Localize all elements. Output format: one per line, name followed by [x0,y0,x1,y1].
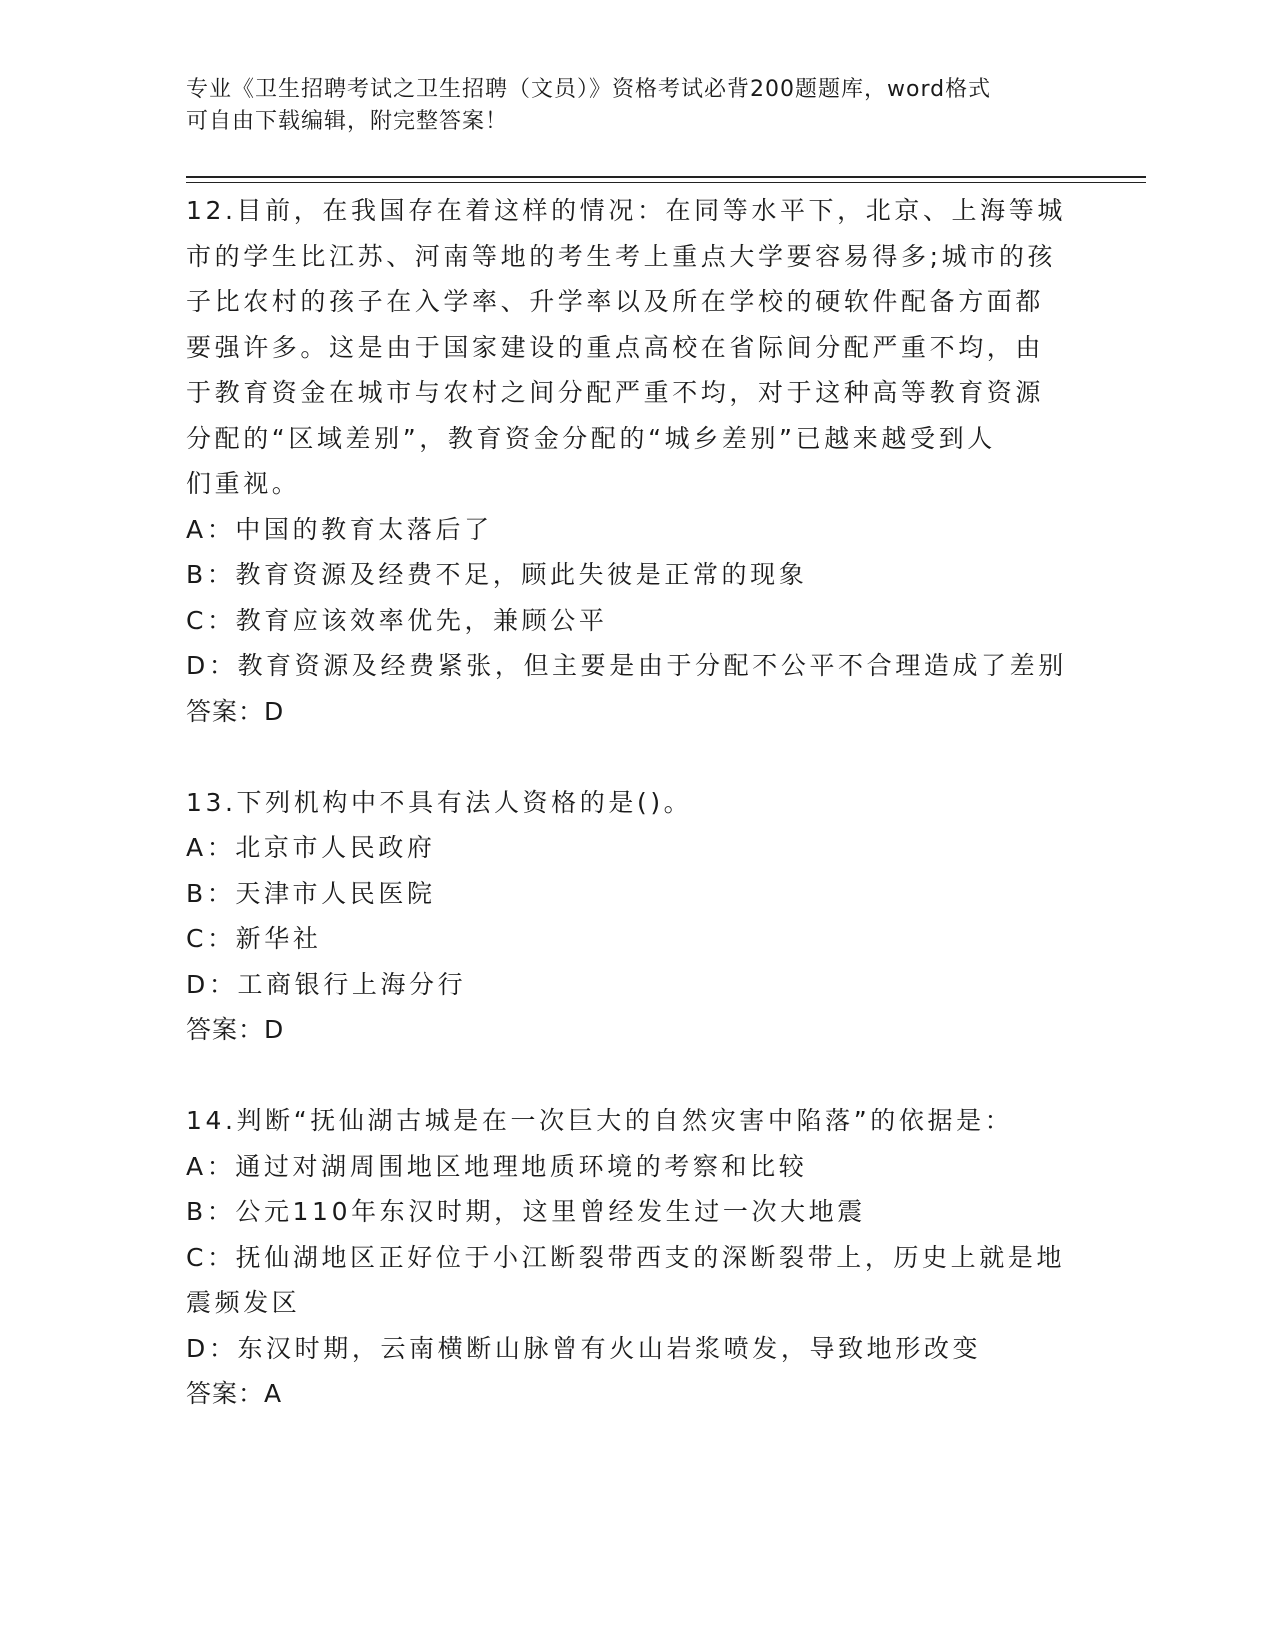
option-d: D：东汉时期，云南横断山脉曾有火山岩浆喷发，导致地形改变 [186,1333,982,1363]
option-a: A：北京市人民政府 [186,833,436,862]
header-divider-thick [186,176,1146,178]
question-text-line: 14.判断“抚仙湖古城是在一次巨大的自然灾害中陷落”的依据是： [186,1106,1014,1135]
option-b: B：教育资源及经费不足，顾此失彼是正常的现象 [186,560,808,589]
option-b: B：公元110年东汉时期，这里曾经发生过一次大地震 [186,1197,866,1226]
option-b: B：天津市人民医院 [186,878,436,908]
question-12 [186,188,1086,734]
option-c-continued: 震频发区 [186,1288,301,1317]
header-divider-thin [186,182,1146,183]
question-text-line: 们重视。 [186,469,301,498]
answer-label: 答案：D [186,696,285,726]
question-text-line: 市的学生比江苏、河南等地的考生考上重点大学要容易得多;城市的孩 [186,241,1057,271]
option-c: C：教育应该效率优先，兼顾公平 [186,605,608,635]
question-text-line: 分配的“区域差别”，教育资金分配的“城乡差别”已越来越受到人 [186,423,996,453]
option-d: D：工商银行上海分行 [186,969,467,999]
question-13 [186,780,1086,1053]
header-line-1: 专业《卫生招聘考试之卫生招聘（文员）》资格考试必背200题题库，word格式 [186,77,992,102]
option-d: D：教育资源及经费紧张，但主要是由于分配不公平不合理造成了差别 [186,651,1067,680]
spacer [186,1053,1086,1099]
answer-label: 答案：A [186,1379,283,1408]
question-14 [186,1098,1086,1417]
question-text-line: 要强许多。这是由于国家建设的重点高校在省际间分配严重不均，由 [186,332,1045,362]
question-text-line: 于教育资金在城市与农村之间分配严重不均，对于这种高等教育资源 [186,378,1045,407]
question-text-line: 子比农村的孩子在入学率、升学率以及所在学校的硬软件配备方面都 [186,287,1045,316]
question-text-line: 13.下列机构中不具有法人资格的是()。 [186,787,693,817]
document-header [186,74,1086,138]
answer-label: 答案：D [186,1015,285,1044]
option-c: C：抚仙湖地区正好位于小江断裂带西支的深断裂带上，历史上就是地 [186,1242,1066,1272]
spacer [186,734,1086,780]
header-line-2: 可自由下载编辑，附完整答案！ [186,109,509,134]
option-a: A：通过对湖周围地区地理地质环境的考察和比较 [186,1151,808,1181]
question-text-line: 12.目前，在我国存在着这样的情况：在同等水平下，北京、上海等城 [186,196,1066,225]
option-a: A：中国的教育太落后了 [186,514,493,544]
option-c: C：新华社 [186,924,322,953]
question-list [186,188,1086,1417]
